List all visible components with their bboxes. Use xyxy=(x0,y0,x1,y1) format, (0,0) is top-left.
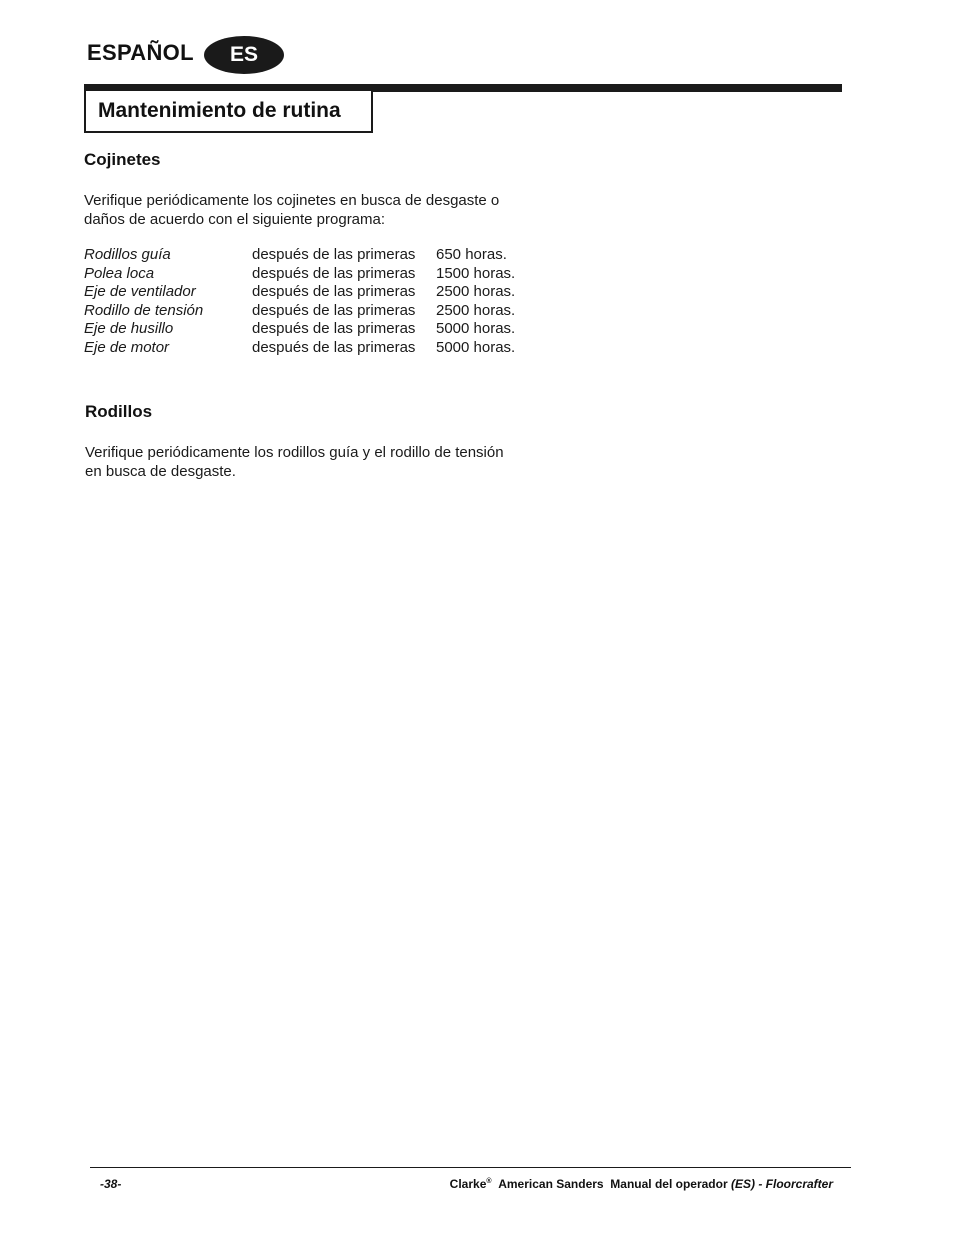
schedule-part: Rodillos guía xyxy=(84,246,171,263)
schedule-hours: 5000 horas. xyxy=(436,320,516,338)
bearings-intro-line1: Verifique periódicamente los cojinetes en busca de desgaste o xyxy=(84,192,500,209)
rollers-text-line2: en busca de desgaste. xyxy=(85,463,236,480)
footer-company: American Sanders xyxy=(498,1177,604,1191)
schedule-when: después de las primeras xyxy=(252,338,416,356)
schedule-part: Eje de husillo xyxy=(84,320,174,338)
footer-manual: Manual del operador xyxy=(610,1177,728,1191)
bearings-intro-line2: daños de acuerdo con el siguiente programa: xyxy=(84,211,386,228)
schedule-when: después de las primeras xyxy=(252,320,416,338)
bearings-heading: Cojinetes xyxy=(84,150,161,169)
schedule-hours: 2500 horas. xyxy=(436,301,516,319)
schedule-when: después de las primeras xyxy=(252,301,416,319)
language-label: ESPAÑOL xyxy=(87,40,194,65)
section-title-box xyxy=(84,91,373,133)
schedule-when: después de las primeras xyxy=(252,264,416,282)
footer-text xyxy=(450,1177,833,1191)
footer-lang-tag: (ES) - Floorcrafter xyxy=(730,1177,833,1191)
schedule-when: después de las primeras xyxy=(252,283,416,301)
schedule-hours: 1500 horas. xyxy=(436,264,516,282)
bearings-intro xyxy=(84,191,524,229)
footer-brand: Clarke xyxy=(449,1177,487,1191)
page-number: -38- xyxy=(100,1177,122,1191)
schedule-part: Eje de ventilador xyxy=(84,283,196,301)
schedule-when: después de las primeras xyxy=(252,246,416,263)
schedule-part: Eje de motor xyxy=(84,338,170,356)
section-title: Mantenimiento de rutina xyxy=(98,99,341,122)
schedule-hours: 650 horas. xyxy=(436,246,507,263)
language-badge: ES xyxy=(204,36,284,74)
rollers-text xyxy=(85,443,525,481)
registered-mark: ® xyxy=(486,1178,492,1185)
rollers-heading: Rodillos xyxy=(85,402,153,421)
schedule-hours: 5000 horas. xyxy=(436,338,516,356)
bottom-rule xyxy=(90,1167,851,1168)
schedule-hours: 2500 horas. xyxy=(436,283,516,301)
schedule-part: Polea loca xyxy=(84,264,155,282)
rollers-text-line1: Verifique periódicamente los rodillos guía y el rodillo de tensión xyxy=(85,444,504,461)
schedule-part: Rodillo de tensión xyxy=(84,301,204,319)
